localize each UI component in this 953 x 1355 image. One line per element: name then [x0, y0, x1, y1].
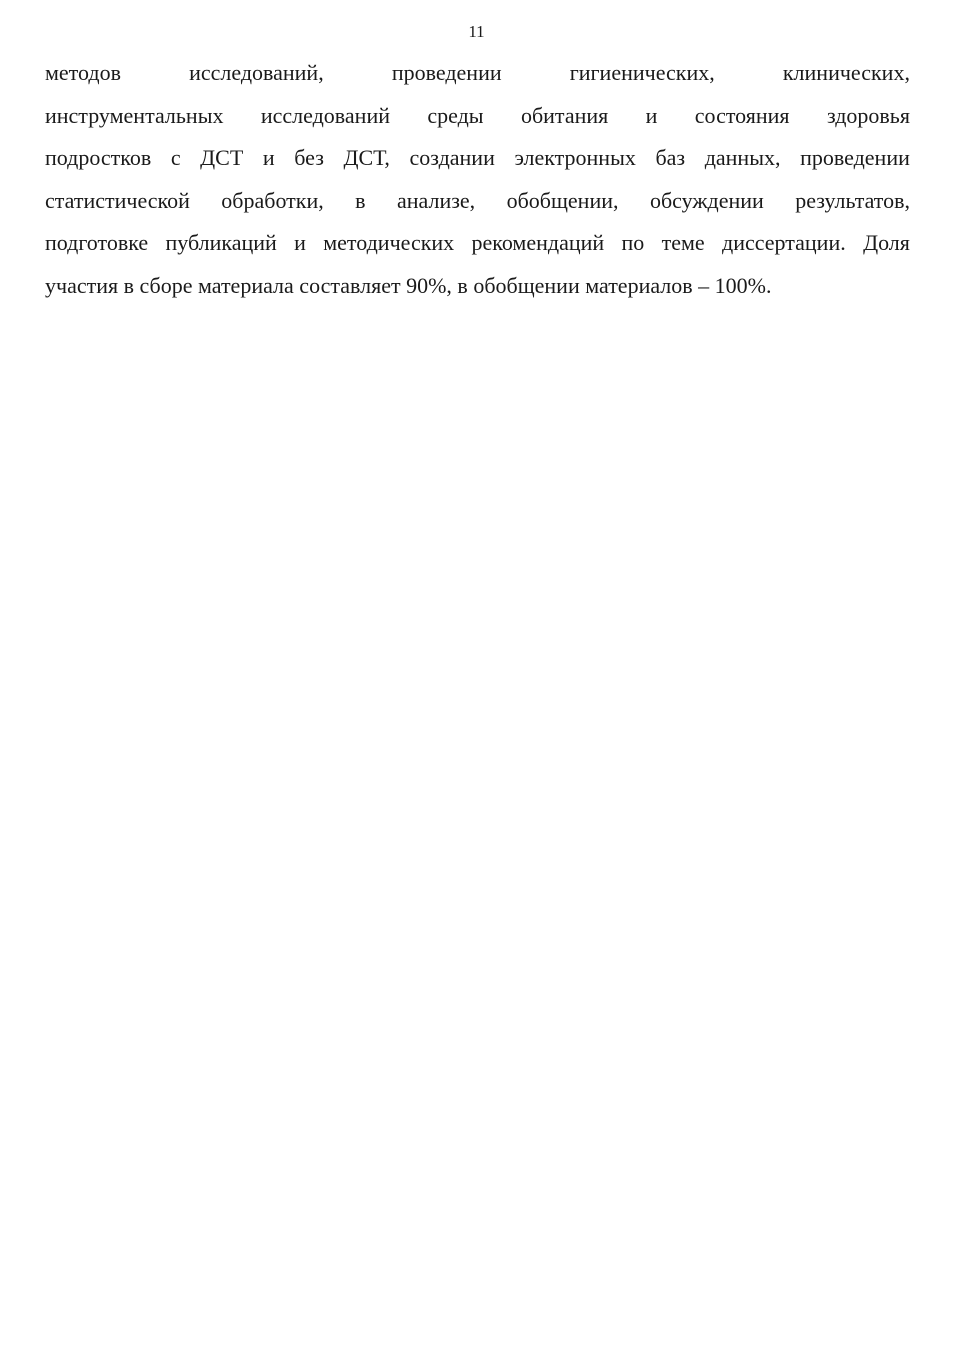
word: проведении — [800, 145, 910, 170]
word: обитания — [520, 102, 609, 128]
word: исследований — [260, 102, 390, 128]
word: клинических, — [782, 60, 910, 85]
text-line-4 — [45, 183, 910, 226]
word: здоровья — [826, 102, 910, 128]
word: в — [355, 187, 366, 213]
word: создании — [409, 145, 495, 170]
word: обобщении, — [506, 187, 619, 213]
word: по — [621, 230, 645, 255]
word: подростков — [45, 145, 152, 170]
word: электронных — [514, 145, 636, 170]
word: методов — [45, 60, 121, 85]
page-number: 11 — [468, 22, 485, 41]
word: публикаций — [165, 230, 277, 255]
word: данных, — [704, 145, 781, 170]
word: без — [294, 145, 324, 170]
text-line-6: участия в сборе материала составляет 90%, в обобщении материалов – 100%. — [45, 272, 772, 298]
body-paragraph — [45, 55, 910, 310]
word: и — [262, 145, 275, 170]
word: среды — [427, 102, 484, 128]
word: баз — [655, 145, 686, 170]
word: проведении — [391, 60, 502, 85]
word: статистической — [45, 187, 190, 213]
text-line-2 — [45, 98, 910, 141]
word: и — [294, 230, 306, 255]
word: подготовке — [45, 230, 149, 255]
word: гигиенических, — [569, 60, 715, 85]
text-line-5 — [45, 225, 910, 268]
word: обсуждении — [649, 187, 764, 213]
word: ДСТ — [200, 145, 244, 170]
word: анализе, — [396, 187, 476, 213]
word: исследований, — [189, 60, 324, 85]
word: и — [645, 102, 658, 128]
word: обработки, — [221, 187, 324, 213]
word: методических — [323, 230, 455, 255]
word: рекомендаций — [471, 230, 605, 255]
word: инструментальных — [45, 102, 224, 128]
word: Доля — [863, 230, 910, 255]
word: с — [170, 145, 181, 170]
word: диссертации. — [722, 230, 846, 255]
text-line-1 — [45, 55, 910, 98]
word: теме — [661, 230, 705, 255]
word: состояния — [694, 102, 790, 128]
word: результатов, — [795, 187, 910, 213]
word: ДСТ, — [343, 145, 390, 170]
text-line-3 — [45, 140, 910, 183]
